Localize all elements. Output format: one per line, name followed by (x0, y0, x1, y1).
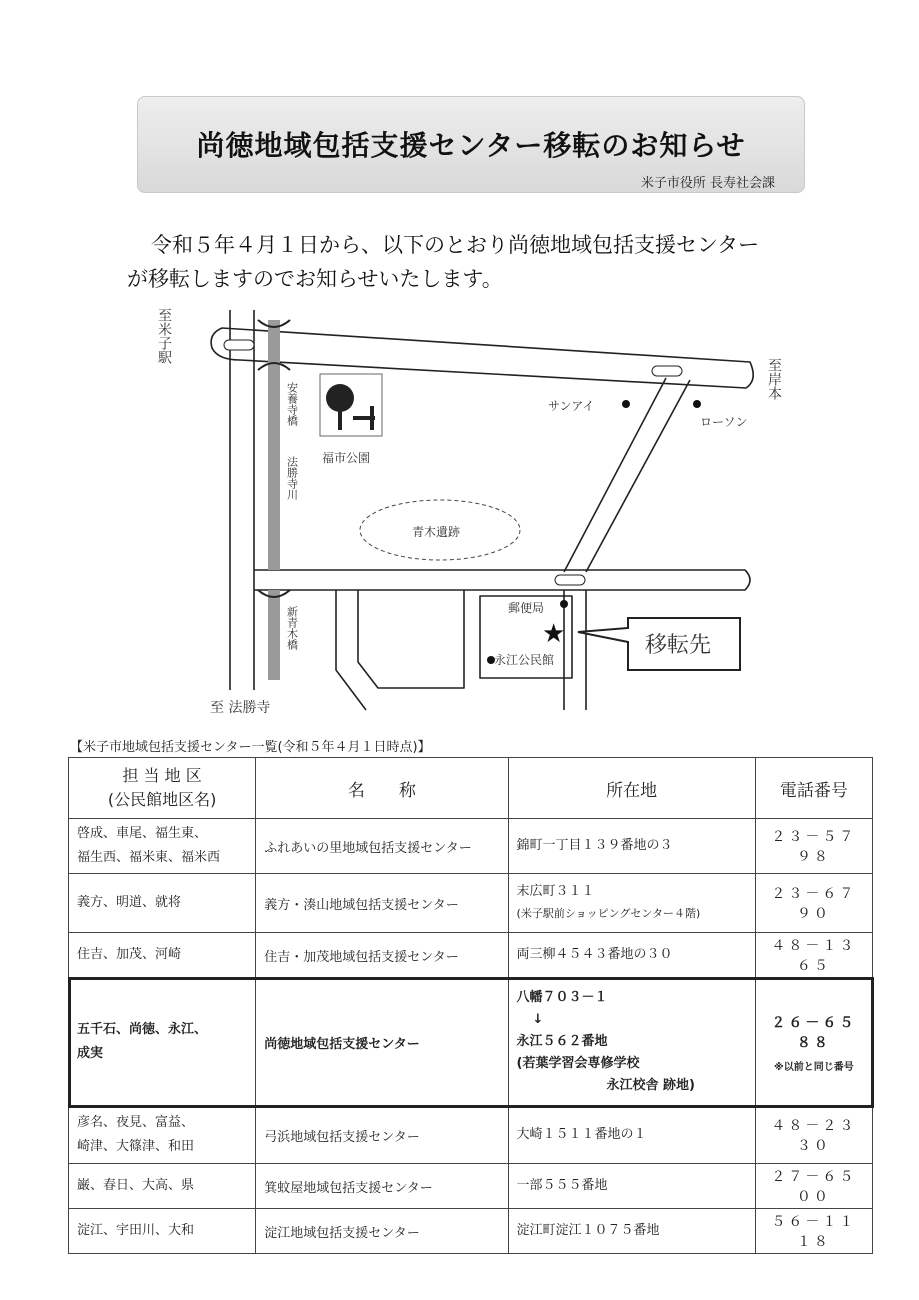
area-line-2: 崎津、大篠津、和田 (77, 1139, 195, 1154)
label-anbaiji-bridge: 安養寺橋 (285, 382, 299, 426)
river-upper (268, 320, 280, 570)
address-cell (508, 874, 755, 933)
address-cell (508, 978, 755, 1107)
address-cell: 淀江町淀江１０７５番地 (508, 1209, 755, 1254)
label-to-yonago-station: 至米子駅 (156, 308, 172, 364)
post-office-dot-icon (560, 600, 568, 608)
road-lower (564, 590, 586, 710)
traffic-signal-icon (224, 340, 254, 350)
page-title: 尚徳地域包括支援センター移転のお知らせ (196, 129, 746, 162)
header-name: 名 称 (256, 758, 508, 819)
road-north (211, 328, 753, 388)
name-cell: 義方・湊山地域包括支援センター (256, 874, 508, 933)
address-old: 八幡７０３－１ (516, 990, 608, 1005)
phone-cell: ４８－１３６５ (755, 933, 872, 978)
name-cell: 箕蚊屋地域包括支援センター (256, 1164, 508, 1209)
label-community-hall: 永江公民館 (494, 653, 555, 667)
address-cell: 両三柳４５４３番地の３０ (508, 933, 755, 978)
header-area (69, 758, 256, 819)
phone-cell: ２３－５７９８ (755, 819, 872, 874)
phone-cell: ５６－１１１８ (755, 1209, 872, 1254)
address-note-1: (若葉学習会専修学校 (516, 1056, 640, 1071)
label-park: 福市公園 (322, 451, 371, 465)
table-header-row (69, 758, 873, 819)
address-new: 永江５６２番地 (516, 1034, 608, 1049)
area-cell: 義方、明道、就将 (69, 874, 256, 933)
table-row-highlighted (69, 978, 873, 1107)
tree-icon (326, 384, 354, 412)
header-address: 所在地 (508, 758, 755, 819)
label-post-office: 郵便局 (508, 601, 545, 615)
phone-note: ※以前と同じ番号 (774, 1061, 854, 1073)
bench-back (370, 406, 374, 430)
label-to-kishimoto: 至岸本 (766, 358, 782, 400)
table-row (69, 1107, 873, 1164)
area-cell: 住吉、加茂、河崎 (69, 933, 256, 978)
tree-trunk (338, 408, 342, 430)
river-lower (268, 590, 280, 680)
department-label: 米子市役所 長寿社会課 (640, 176, 775, 191)
area-line-2: 福生西、福米東、福米西 (77, 850, 221, 865)
label-lawson: ローソン (700, 415, 748, 429)
area-line-2: 成実 (77, 1046, 104, 1061)
label-river: 法勝寺川 (285, 456, 299, 500)
table-row (69, 819, 873, 874)
header-area-line-1: 担 当 地 区 (122, 766, 202, 785)
name-cell: 弓浜地域包括支援センター (256, 1107, 508, 1164)
block-west (358, 590, 464, 688)
road-west (230, 310, 254, 690)
name-cell: 尚徳地域包括支援センター (256, 978, 508, 1107)
address-cell: 大崎１５１１番地の１ (508, 1107, 755, 1164)
traffic-signal-icon (652, 366, 682, 376)
table-row (69, 1164, 873, 1209)
arrow-down-icon: ↓ (532, 1012, 544, 1027)
area-cell: 巌、春日、大高、県 (69, 1164, 256, 1209)
area-line-1: 彦名、夜見、富益、 (77, 1115, 195, 1130)
table-row (69, 1209, 873, 1254)
address-line-1: 末広町３１１ (516, 884, 595, 899)
area-cell: 淀江、宇田川、大和 (69, 1209, 256, 1254)
phone-cell (755, 978, 872, 1107)
phone-cell: ２７－６５００ (755, 1164, 872, 1209)
header-area-line-2: (公民館地区名) (107, 790, 217, 809)
label-to-hosho-ji: 至 法勝寺 (210, 700, 271, 716)
lawson-dot-icon (693, 400, 701, 408)
phone-cell: ４８－２３３０ (755, 1107, 872, 1164)
area-line-1: 五千石、尚徳、永江、 (77, 1022, 208, 1037)
road-block-side (336, 590, 366, 710)
label-sunny: サンアイ (548, 399, 595, 413)
table-row (69, 933, 873, 978)
header-phone: 電話番号 (755, 758, 872, 819)
phone-number: ２６－６５８８ (771, 1014, 857, 1051)
star-marker-icon: ★ (542, 619, 566, 649)
address-cell: 一部５５５番地 (508, 1164, 755, 1209)
location-map (150, 290, 790, 730)
label-shin-aoki-bridge: 新青木橋 (285, 606, 299, 650)
area-cell (69, 978, 256, 1107)
area-line-1: 啓成、車尾、福生東、 (77, 826, 208, 841)
address-note-2: 永江校舎 跡地) (606, 1078, 695, 1093)
support-center-table (68, 757, 873, 1254)
intro-line-2: が移転しますのでお知らせいたします。 (127, 267, 503, 291)
name-cell: 淀江地域包括支援センター (256, 1209, 508, 1254)
address-cell: 錦町一丁目１３９番地の３ (508, 819, 755, 874)
table-row (69, 874, 873, 933)
table-caption: 【米子市地域包括支援センター一覧(令和５年４月１日時点)】 (70, 740, 431, 755)
name-cell: 住吉・加茂地域包括支援センター (256, 933, 508, 978)
title-banner (137, 96, 805, 193)
phone-cell: ２３－６７９０ (755, 874, 872, 933)
traffic-signal-icon (555, 575, 585, 585)
intro-line-1: 令和５年４月１日から、以下のとおり尚徳地域包括支援センター (151, 233, 760, 257)
label-ruins: 青木遺跡 (412, 525, 461, 539)
area-cell (69, 1107, 256, 1164)
road-south (254, 570, 750, 590)
label-relocation: 移転先 (645, 633, 712, 658)
sunny-dot-icon (622, 400, 630, 408)
intro-paragraph (127, 228, 827, 296)
area-cell (69, 819, 256, 874)
address-line-2: (米子駅前ショッピングセンター４階) (516, 907, 701, 920)
name-cell: ふれあいの里地域包括支援センター (256, 819, 508, 874)
